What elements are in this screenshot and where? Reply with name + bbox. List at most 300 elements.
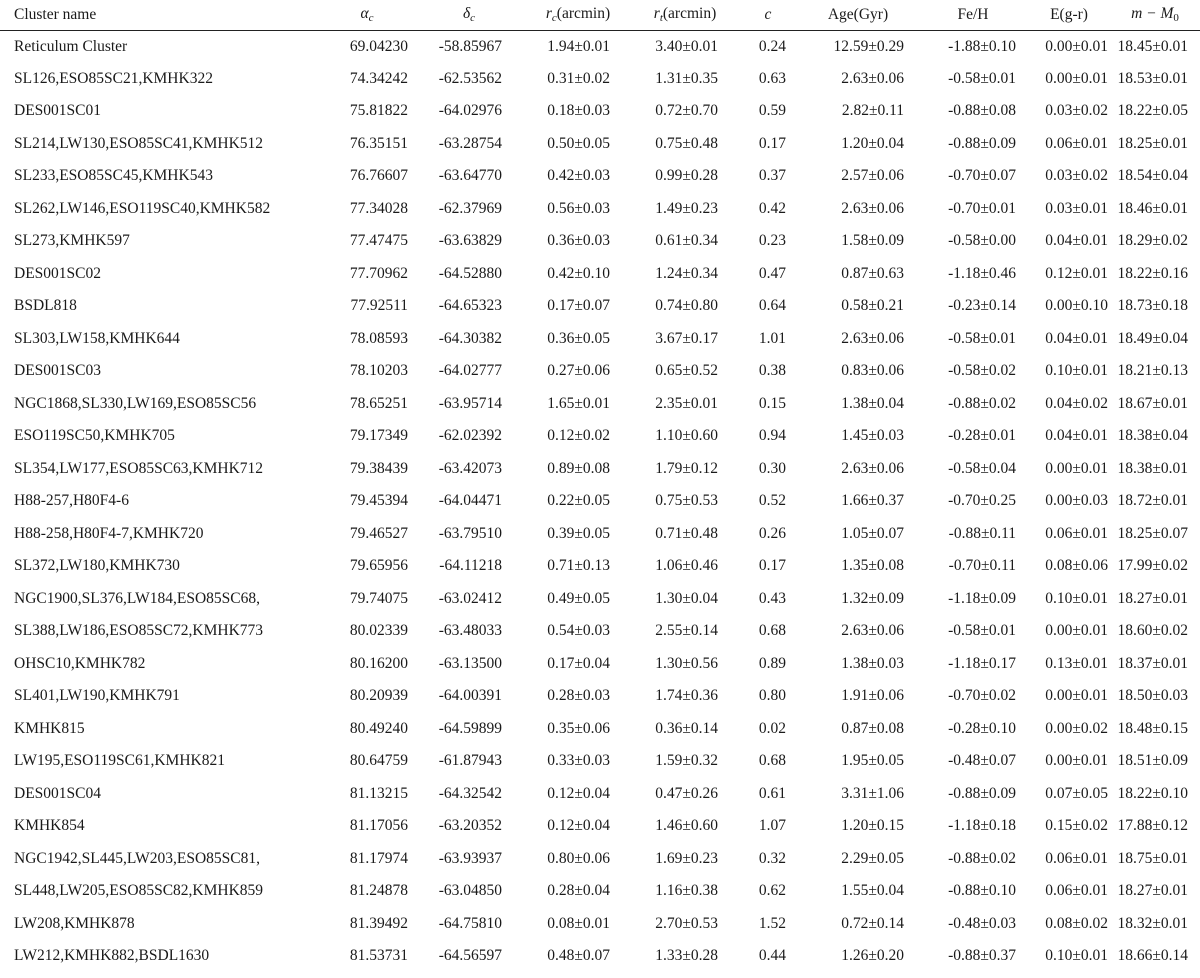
cell-age: 12.59±0.29 [833, 37, 904, 55]
header-rc: $r_c(arcmin)$ [524, 0, 632, 30]
cell-alpha: 75.81822 [349, 102, 408, 120]
cell-alpha: 81.53731 [349, 947, 408, 965]
cell-delta: -63.20352 [438, 817, 502, 835]
cell-c: 0.24 [758, 37, 786, 55]
cell-egr: 0.10±0.01 [1045, 362, 1108, 380]
cell-delta: -64.02777 [438, 362, 502, 380]
cell-feh: -0.58±0.02 [948, 362, 1016, 380]
cell-cluster-name: KMHK854 [14, 817, 85, 835]
cell-c: 1.07 [758, 817, 786, 835]
header-feh: Fe/H [918, 0, 1028, 30]
cell-rc: 0.39±0.05 [547, 524, 610, 542]
cell-alpha: 79.65956 [349, 557, 408, 575]
cell-cluster-name: DES001SC02 [14, 264, 101, 282]
cell-feh: -0.70±0.02 [948, 687, 1016, 705]
cell-feh: -0.88±0.09 [948, 784, 1016, 802]
table-body [0, 30, 1200, 973]
table-row [0, 63, 1200, 96]
cell-c: 0.42 [758, 199, 786, 217]
header-delta: $\delta_c$ [414, 0, 524, 30]
cell-alpha: 81.17974 [349, 849, 408, 867]
cell-delta: -64.52880 [438, 264, 502, 282]
cell-distance-modulus: 18.25±0.07 [1117, 524, 1188, 542]
header-egr: E(g-r) [1028, 0, 1110, 30]
cell-rt: 0.75±0.53 [655, 492, 718, 510]
cell-distance-modulus: 18.37±0.01 [1117, 654, 1188, 672]
cell-age: 1.38±0.03 [841, 654, 904, 672]
table-row [0, 225, 1200, 258]
cell-cluster-name: DES001SC01 [14, 102, 101, 120]
cell-age: 1.45±0.03 [841, 427, 904, 445]
cell-age: 2.63±0.06 [841, 622, 904, 640]
cell-alpha: 69.04230 [349, 37, 408, 55]
cell-feh: -1.18±0.09 [948, 589, 1016, 607]
cell-feh: -1.18±0.17 [948, 654, 1016, 672]
cell-distance-modulus: 18.66±0.14 [1117, 947, 1188, 965]
cell-rc: 0.89±0.08 [547, 459, 610, 477]
cell-feh: -0.48±0.07 [948, 752, 1016, 770]
cell-alpha: 81.24878 [349, 882, 408, 900]
cell-rt: 0.71±0.48 [655, 524, 718, 542]
table-row [0, 810, 1200, 843]
cell-delta: -63.64770 [438, 167, 502, 185]
cell-egr: 0.10±0.01 [1045, 947, 1108, 965]
cell-delta: -64.32542 [438, 784, 502, 802]
cell-delta: -63.95714 [438, 394, 502, 412]
cell-distance-modulus: 18.22±0.10 [1117, 784, 1188, 802]
table-row [0, 648, 1200, 681]
cell-delta: -64.00391 [438, 687, 502, 705]
cell-rt: 1.30±0.04 [655, 589, 718, 607]
cell-cluster-name: LW195,ESO119SC61,KMHK821 [14, 752, 225, 770]
cell-rt: 1.59±0.32 [655, 752, 718, 770]
cell-delta: -63.13500 [438, 654, 502, 672]
cell-egr: 0.06±0.01 [1045, 134, 1108, 152]
cell-rt: 3.67±0.17 [655, 329, 718, 347]
cell-egr: 0.00±0.02 [1045, 719, 1108, 737]
cell-age: 2.63±0.06 [841, 459, 904, 477]
cell-feh: -1.88±0.10 [948, 37, 1016, 55]
cell-cluster-name: SL448,LW205,ESO85SC82,KMHK859 [14, 882, 264, 900]
cell-delta: -62.37969 [438, 199, 502, 217]
cell-feh: -0.48±0.03 [948, 914, 1016, 932]
cell-egr: 0.03±0.02 [1045, 167, 1108, 185]
cell-delta: -64.65323 [438, 297, 502, 315]
cell-cluster-name: OHSC10,KMHK782 [14, 654, 146, 672]
cell-c: 0.61 [758, 784, 786, 802]
cell-age: 1.95±0.05 [841, 752, 904, 770]
cell-egr: 0.00±0.01 [1045, 37, 1108, 55]
cell-c: 0.59 [758, 102, 786, 120]
cell-cluster-name: DES001SC04 [14, 784, 101, 802]
cell-age: 3.31±1.06 [841, 784, 904, 802]
cell-c: 0.43 [758, 589, 786, 607]
cell-alpha: 78.65251 [349, 394, 408, 412]
cell-c: 0.26 [758, 524, 786, 542]
cell-delta: -64.30382 [438, 329, 502, 347]
cell-c: 0.15 [758, 394, 786, 412]
cell-distance-modulus: 17.88±0.12 [1117, 817, 1188, 835]
cell-feh: -0.58±0.00 [948, 232, 1016, 250]
table-row [0, 258, 1200, 291]
header-alpha: $\alpha_c$ [320, 0, 414, 30]
cell-rc: 0.31±0.02 [547, 69, 610, 87]
table-row [0, 583, 1200, 616]
cell-rt: 1.30±0.56 [655, 654, 718, 672]
cell-age: 1.66±0.37 [841, 492, 904, 510]
cell-feh: -0.88±0.10 [948, 882, 1016, 900]
cell-distance-modulus: 18.32±0.01 [1117, 914, 1188, 932]
cell-distance-modulus: 18.29±0.02 [1117, 232, 1188, 250]
cell-rt: 0.61±0.34 [655, 232, 718, 250]
cell-rt: 0.72±0.70 [655, 102, 718, 120]
cell-c: 0.68 [758, 752, 786, 770]
cell-age: 2.57±0.06 [841, 167, 904, 185]
table-row [0, 778, 1200, 811]
cell-egr: 0.06±0.01 [1045, 524, 1108, 542]
cell-alpha: 76.35151 [349, 134, 408, 152]
cell-rt: 1.24±0.34 [655, 264, 718, 282]
table-row [0, 95, 1200, 128]
cell-delta: -64.75810 [438, 914, 502, 932]
cell-c: 0.37 [758, 167, 786, 185]
cell-delta: -64.02976 [438, 102, 502, 120]
cell-rc: 0.49±0.05 [547, 589, 610, 607]
cell-c: 1.01 [758, 329, 786, 347]
cell-rt: 0.47±0.26 [655, 784, 718, 802]
cell-c: 0.52 [758, 492, 786, 510]
cell-egr: 0.08±0.06 [1045, 557, 1108, 575]
cell-distance-modulus: 18.48±0.15 [1117, 719, 1188, 737]
cell-delta: -64.56597 [438, 947, 502, 965]
cell-feh: -0.88±0.08 [948, 102, 1016, 120]
cell-cluster-name: SL273,KMHK597 [14, 232, 130, 250]
cell-c: 0.47 [758, 264, 786, 282]
cell-c: 0.80 [758, 687, 786, 705]
cell-feh: -0.58±0.04 [948, 459, 1016, 477]
header-age: Age(Gyr) [798, 0, 918, 30]
cell-age: 2.63±0.06 [841, 329, 904, 347]
cell-cluster-name: BSDL818 [14, 297, 77, 315]
cell-age: 1.26±0.20 [841, 947, 904, 965]
cell-cluster-name: SL372,LW180,KMHK730 [14, 557, 180, 575]
cell-age: 2.82±0.11 [841, 102, 904, 120]
cell-delta: -62.02392 [438, 427, 502, 445]
cell-feh: -0.58±0.01 [948, 69, 1016, 87]
cell-cluster-name: SL354,LW177,ESO85SC63,KMHK712 [14, 459, 264, 477]
cell-distance-modulus: 18.67±0.01 [1117, 394, 1188, 412]
cell-delta: -62.53562 [438, 69, 502, 87]
cell-distance-modulus: 18.49±0.04 [1117, 329, 1188, 347]
cell-c: 0.23 [758, 232, 786, 250]
cell-age: 0.87±0.08 [841, 719, 904, 737]
cell-delta: -63.93937 [438, 849, 502, 867]
table-row [0, 290, 1200, 323]
cell-c: 0.68 [758, 622, 786, 640]
cell-egr: 0.04±0.01 [1045, 232, 1108, 250]
cell-egr: 0.00±0.01 [1045, 752, 1108, 770]
cell-rc: 0.08±0.01 [547, 914, 610, 932]
table-row [0, 420, 1200, 453]
cell-delta: -63.48033 [438, 622, 502, 640]
cell-alpha: 80.02339 [349, 622, 408, 640]
cell-rc: 0.12±0.02 [547, 427, 610, 445]
table-row [0, 940, 1200, 973]
table-row [0, 908, 1200, 941]
header-rt: $r_t(arcmin)$ [632, 0, 738, 30]
cell-egr: 0.08±0.02 [1045, 914, 1108, 932]
cell-rt: 1.31±0.35 [655, 69, 718, 87]
cell-feh: -0.88±0.02 [948, 394, 1016, 412]
cell-distance-modulus: 18.25±0.01 [1117, 134, 1188, 152]
cell-cluster-name: H88-257,H80F4-6 [14, 492, 129, 510]
cell-feh: -0.58±0.01 [948, 329, 1016, 347]
cell-distance-modulus: 18.60±0.02 [1117, 622, 1188, 640]
cell-alpha: 81.17056 [349, 817, 408, 835]
cell-egr: 0.00±0.01 [1045, 687, 1108, 705]
header-c: c [738, 0, 798, 30]
cell-distance-modulus: 18.27±0.01 [1117, 589, 1188, 607]
cell-delta: -61.87943 [438, 752, 502, 770]
cell-alpha: 79.38439 [349, 459, 408, 477]
cell-delta: -63.04850 [438, 882, 502, 900]
cell-egr: 0.04±0.01 [1045, 329, 1108, 347]
cell-rc: 0.42±0.03 [547, 167, 610, 185]
cell-feh: -0.70±0.01 [948, 199, 1016, 217]
cell-rt: 0.75±0.48 [655, 134, 718, 152]
cell-rt: 1.69±0.23 [655, 849, 718, 867]
header-cluster-name: Cluster name [0, 0, 320, 30]
cell-rc: 0.54±0.03 [547, 622, 610, 640]
cell-distance-modulus: 18.75±0.01 [1117, 849, 1188, 867]
cell-cluster-name: H88-258,H80F4-7,KMHK720 [14, 524, 204, 542]
cell-cluster-name: NGC1942,SL445,LW203,ESO85SC81, [14, 849, 261, 867]
cell-alpha: 77.92511 [350, 297, 408, 315]
cell-distance-modulus: 17.99±0.02 [1117, 557, 1188, 575]
cell-age: 1.20±0.04 [841, 134, 904, 152]
cell-rc: 0.28±0.04 [547, 882, 610, 900]
cell-cluster-name: SL214,LW130,ESO85SC41,KMHK512 [14, 134, 264, 152]
cell-distance-modulus: 18.22±0.16 [1117, 264, 1188, 282]
cell-c: 0.32 [758, 849, 786, 867]
cell-distance-modulus: 18.38±0.04 [1117, 427, 1188, 445]
table-row [0, 485, 1200, 518]
cell-alpha: 78.08593 [349, 329, 408, 347]
cell-rc: 0.56±0.03 [547, 199, 610, 217]
cell-c: 0.94 [758, 427, 786, 445]
cell-feh: -0.88±0.11 [948, 524, 1016, 542]
cell-age: 2.63±0.06 [841, 199, 904, 217]
cell-c: 0.44 [758, 947, 786, 965]
cell-alpha: 76.76607 [349, 167, 408, 185]
cell-distance-modulus: 18.21±0.13 [1117, 362, 1188, 380]
cell-egr: 0.00±0.01 [1045, 622, 1108, 640]
cell-rt: 1.79±0.12 [655, 459, 718, 477]
cell-rt: 0.65±0.52 [655, 362, 718, 380]
cell-cluster-name: ESO119SC50,KMHK705 [14, 427, 175, 445]
cell-rt: 1.33±0.28 [655, 947, 718, 965]
cell-cluster-name: SL262,LW146,ESO119SC40,KMHK582 [14, 199, 271, 217]
cell-alpha: 80.16200 [349, 654, 408, 672]
cell-feh: -1.18±0.18 [948, 817, 1016, 835]
cell-feh: -1.18±0.46 [948, 264, 1016, 282]
cell-c: 0.17 [758, 557, 786, 575]
cell-age: 1.91±0.06 [841, 687, 904, 705]
cell-rc: 0.36±0.03 [547, 232, 610, 250]
cell-c: 0.63 [758, 69, 786, 87]
cell-distance-modulus: 18.54±0.04 [1117, 167, 1188, 185]
cell-distance-modulus: 18.27±0.01 [1117, 882, 1188, 900]
cell-cluster-name: SL126,ESO85SC21,KMHK322 [14, 69, 213, 87]
cell-cluster-name: SL401,LW190,KMHK791 [14, 687, 180, 705]
table-row [0, 875, 1200, 908]
cell-feh: -0.28±0.10 [948, 719, 1016, 737]
cell-delta: -63.79510 [438, 524, 502, 542]
cell-distance-modulus: 18.51±0.09 [1117, 752, 1188, 770]
cell-alpha: 81.39492 [349, 914, 408, 932]
cell-distance-modulus: 18.53±0.01 [1117, 69, 1188, 87]
cell-feh: -0.88±0.09 [948, 134, 1016, 152]
cell-distance-modulus: 18.38±0.01 [1117, 459, 1188, 477]
cell-rc: 0.48±0.07 [547, 947, 610, 965]
cell-cluster-name: KMHK815 [14, 719, 85, 737]
cell-delta: -63.42073 [438, 459, 502, 477]
cell-c: 1.52 [758, 914, 786, 932]
cell-feh: -0.28±0.01 [948, 427, 1016, 445]
cell-rt: 1.16±0.38 [655, 882, 718, 900]
cell-rc: 0.50±0.05 [547, 134, 610, 152]
cell-rc: 0.12±0.04 [547, 784, 610, 802]
cell-rt: 0.36±0.14 [655, 719, 718, 737]
cell-c: 0.30 [758, 459, 786, 477]
cell-age: 0.58±0.21 [841, 297, 904, 315]
cell-age: 1.20±0.15 [841, 817, 904, 835]
cell-egr: 0.00±0.03 [1045, 492, 1108, 510]
cell-rt: 2.55±0.14 [655, 622, 718, 640]
cell-feh: -0.70±0.07 [948, 167, 1016, 185]
cell-delta: -58.85967 [438, 37, 502, 55]
cell-rc: 0.33±0.03 [547, 752, 610, 770]
cell-distance-modulus: 18.50±0.03 [1117, 687, 1188, 705]
cell-feh: -0.70±0.11 [948, 557, 1016, 575]
cell-alpha: 80.64759 [349, 752, 408, 770]
cell-cluster-name: NGC1900,SL376,LW184,ESO85SC68, [14, 589, 261, 607]
cell-age: 0.83±0.06 [841, 362, 904, 380]
cell-rt: 1.10±0.60 [655, 427, 718, 445]
cell-rc: 0.17±0.07 [547, 297, 610, 315]
cell-distance-modulus: 18.72±0.01 [1117, 492, 1188, 510]
cell-rc: 0.18±0.03 [547, 102, 610, 120]
cell-rc: 0.12±0.04 [547, 817, 610, 835]
cell-c: 0.62 [758, 882, 786, 900]
cell-egr: 0.00±0.01 [1045, 69, 1108, 87]
cell-delta: -64.11218 [439, 557, 502, 575]
cell-rc: 0.35±0.06 [547, 719, 610, 737]
cell-cluster-name: Reticulum Cluster [14, 37, 128, 55]
cell-cluster-name: LW208,KMHK878 [14, 914, 135, 932]
cell-alpha: 81.13215 [349, 784, 408, 802]
cell-age: 1.58±0.09 [841, 232, 904, 250]
cell-delta: -64.04471 [438, 492, 502, 510]
cell-c: 0.17 [758, 134, 786, 152]
header-distance-modulus: m − M0 [1110, 0, 1200, 30]
cell-alpha: 74.34242 [349, 69, 408, 87]
table-row [0, 615, 1200, 648]
cell-alpha: 80.49240 [349, 719, 408, 737]
table-row [0, 160, 1200, 193]
cell-egr: 0.15±0.02 [1045, 817, 1108, 835]
cell-rt: 3.40±0.01 [655, 37, 718, 55]
cell-cluster-name: SL388,LW186,ESO85SC72,KMHK773 [14, 622, 264, 640]
cell-alpha: 79.74075 [349, 589, 408, 607]
cell-age: 2.63±0.06 [841, 69, 904, 87]
cell-egr: 0.00±0.10 [1045, 297, 1108, 315]
table-row [0, 388, 1200, 421]
cell-rc: 0.17±0.04 [547, 654, 610, 672]
cell-distance-modulus: 18.73±0.18 [1117, 297, 1188, 315]
cell-rc: 0.28±0.03 [547, 687, 610, 705]
cell-egr: 0.04±0.01 [1045, 427, 1108, 445]
table-row [0, 128, 1200, 161]
table-row [0, 193, 1200, 226]
cell-rc: 0.36±0.05 [547, 329, 610, 347]
cell-alpha: 79.45394 [349, 492, 408, 510]
cell-age: 1.38±0.04 [841, 394, 904, 412]
cell-feh: -0.23±0.14 [948, 297, 1016, 315]
cell-rt: 1.46±0.60 [655, 817, 718, 835]
cell-alpha: 77.47475 [349, 232, 408, 250]
cell-delta: -63.28754 [438, 134, 502, 152]
table-row [0, 355, 1200, 388]
cell-cluster-name: DES001SC03 [14, 362, 101, 380]
cell-egr: 0.07±0.05 [1045, 784, 1108, 802]
cell-alpha: 79.17349 [349, 427, 408, 445]
cell-egr: 0.06±0.01 [1045, 882, 1108, 900]
cell-rt: 2.70±0.53 [655, 914, 718, 932]
cell-feh: -0.58±0.01 [948, 622, 1016, 640]
header-row [0, 0, 1200, 30]
table-row [0, 453, 1200, 486]
cell-rc: 1.94±0.01 [547, 37, 610, 55]
cell-alpha: 80.20939 [349, 687, 408, 705]
cell-rc: 0.71±0.13 [547, 557, 610, 575]
cell-alpha: 77.34028 [349, 199, 408, 217]
cell-c: 0.89 [758, 654, 786, 672]
cell-cluster-name: SL233,ESO85SC45,KMHK543 [14, 167, 213, 185]
table-row [0, 30, 1200, 63]
cell-age: 2.29±0.05 [841, 849, 904, 867]
cell-delta: -63.63829 [438, 232, 502, 250]
cell-egr: 0.12±0.01 [1045, 264, 1108, 282]
cell-egr: 0.03±0.01 [1045, 199, 1108, 217]
table-row [0, 713, 1200, 746]
cell-age: 0.87±0.63 [841, 264, 904, 282]
cell-egr: 0.10±0.01 [1045, 589, 1108, 607]
cell-cluster-name: NGC1868,SL330,LW169,ESO85SC56 [14, 394, 257, 412]
cell-age: 1.35±0.08 [841, 557, 904, 575]
cell-feh: -0.70±0.25 [948, 492, 1016, 510]
cell-egr: 0.03±0.02 [1045, 102, 1108, 120]
cell-delta: -64.59899 [438, 719, 502, 737]
cell-egr: 0.04±0.02 [1045, 394, 1108, 412]
cell-egr: 0.06±0.01 [1045, 849, 1108, 867]
cell-rt: 1.74±0.36 [655, 687, 718, 705]
cell-rc: 1.65±0.01 [547, 394, 610, 412]
cell-rt: 2.35±0.01 [655, 394, 718, 412]
table-row [0, 518, 1200, 551]
cell-feh: -0.88±0.02 [948, 849, 1016, 867]
table-row [0, 843, 1200, 876]
